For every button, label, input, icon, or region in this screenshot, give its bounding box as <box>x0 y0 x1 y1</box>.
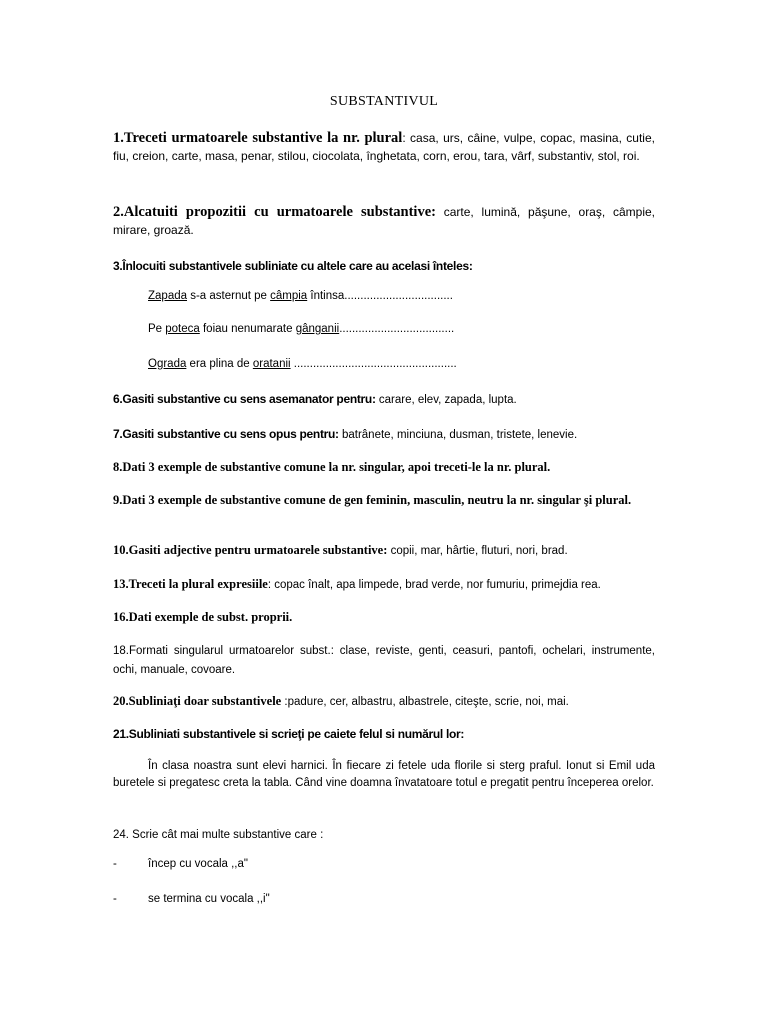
exercise-20 <box>113 692 655 711</box>
exercise-3-line-3 <box>148 358 457 370</box>
exercise-1-text: : casa, urs, câine, vulpe, copac, masina, cutie, fiu, creion, carte, masa, penar, stilou, ciocolata, înghetata, corn, erou, tara, vârf, substantiv, stol, roi. <box>113 131 655 163</box>
exercise-3-line-2 <box>148 323 454 335</box>
exercise-20-text: :padure, cer, albastru, albastrele, citeşte, scrie, noi, mai. <box>281 696 569 708</box>
line-text: era plina de <box>186 358 253 370</box>
underlined-noun: poteca <box>165 323 200 335</box>
exercise-9-heading: 9.Dati 3 exemple de substantive comune de gen feminin, masculin, neutru la nr. singular şi plural. <box>113 493 632 507</box>
exercise-7 <box>113 425 655 444</box>
exercise-6-heading: 6.Gasiti substantive cu sens asemanator pentru: <box>113 392 376 406</box>
exercise-3-heading: 3.Înlocuiti substantivele subliniate cu altele care au acelasi înteles: <box>113 259 473 273</box>
underlined-noun: oratanii <box>252 358 291 370</box>
exercise-3-line-1 <box>148 290 453 302</box>
underlined-noun: gânganii <box>295 323 340 335</box>
page-title: SUBSTANTIVUL <box>329 94 439 109</box>
exercise-7-text: batrânete, minciuna, dusman, tristete, lenevie. <box>338 429 578 441</box>
list-bullet: - <box>113 893 117 905</box>
underlined-noun: câmpia <box>270 290 308 302</box>
line-text: ................................................... <box>290 358 457 370</box>
line-text: s-a asternut pe <box>187 290 271 302</box>
list-bullet: - <box>113 858 117 870</box>
exercise-3 <box>113 257 655 275</box>
exercise-21-paragraph: În clasa noastra sunt elevi harnici. În fiecare zi fetele uda florile si sterg praful. Ionut si Emil uda buretele si pregatesc creta la tabla. Când vine doamna învatatoare totul e pregatit pentru începerea orelor. <box>113 760 655 789</box>
exercise-18 <box>113 641 655 679</box>
exercise-1 <box>113 129 655 165</box>
exercise-2-text: carte, lumină, păşune, oraş, câmpie, mirare, groază. <box>113 205 655 237</box>
underlined-noun: Zapada <box>148 290 188 302</box>
line-text: Pe <box>148 323 166 335</box>
exercise-13-heading: 13.Treceti la plural expresiile <box>113 577 268 591</box>
line-text: .................................... <box>339 323 455 335</box>
exercise-1-heading: 1.Treceti urmatoarele substantive la nr. plural <box>113 130 403 146</box>
exercise-2-heading: 2.Alcatuiti propozitii cu urmatoarele substantive: <box>113 204 436 220</box>
exercise-13-text: : copac înalt, apa limpede, brad verde, nor fumuriu, primejdia rea. <box>267 579 601 591</box>
exercise-7-heading: 7.Gasiti substantive cu sens opus pentru: <box>113 427 339 441</box>
exercise-2 <box>113 203 655 239</box>
exercise-13 <box>113 575 655 594</box>
exercise-10-text: copii, mar, hârtie, fluturi, nori, brad. <box>387 545 568 557</box>
exercise-20-heading: 20.Subliniaţi doar substantivele <box>113 694 282 708</box>
exercise-24-text: 24. Scrie cât mai multe substantive care : <box>113 829 324 841</box>
exercise-24 <box>113 825 655 844</box>
line-text: foiau nenumarate <box>199 323 296 335</box>
line-text: întinsa.................................. <box>307 290 453 302</box>
exercise-16-heading: 16.Dati exemple de subst. proprii. <box>113 610 293 624</box>
underlined-noun: Ograda <box>148 358 187 370</box>
exercise-6 <box>113 390 655 409</box>
exercise-10 <box>113 541 655 560</box>
exercise-10-heading: 10.Gasiti adjective pentru urmatoarele substantive: <box>113 543 388 557</box>
exercise-8-heading: 8.Dati 3 exemple de substantive comune la nr. singular, apoi treceti-le la nr. plural. <box>113 460 551 474</box>
exercise-18-text: 18.Formati singularul urmatoarelor subst.: clase, reviste, genti, ceasuri, pantofi, ochelari, instrumente, ochi, manuale, covoare. <box>113 645 655 676</box>
exercise-16 <box>113 608 655 626</box>
exercise-6-text: carare, elev, zapada, lupta. <box>375 394 517 406</box>
exercise-8 <box>113 458 655 476</box>
exercise-21 <box>113 725 655 743</box>
exercise-21-heading: 21.Subliniati substantivele si scrieţi pe caiete felul si numărul lor: <box>113 727 465 741</box>
list-item: se termina cu vocala ,,i" <box>148 893 270 905</box>
list-item: încep cu vocala ,,a" <box>148 858 248 870</box>
exercise-9 <box>113 491 655 509</box>
